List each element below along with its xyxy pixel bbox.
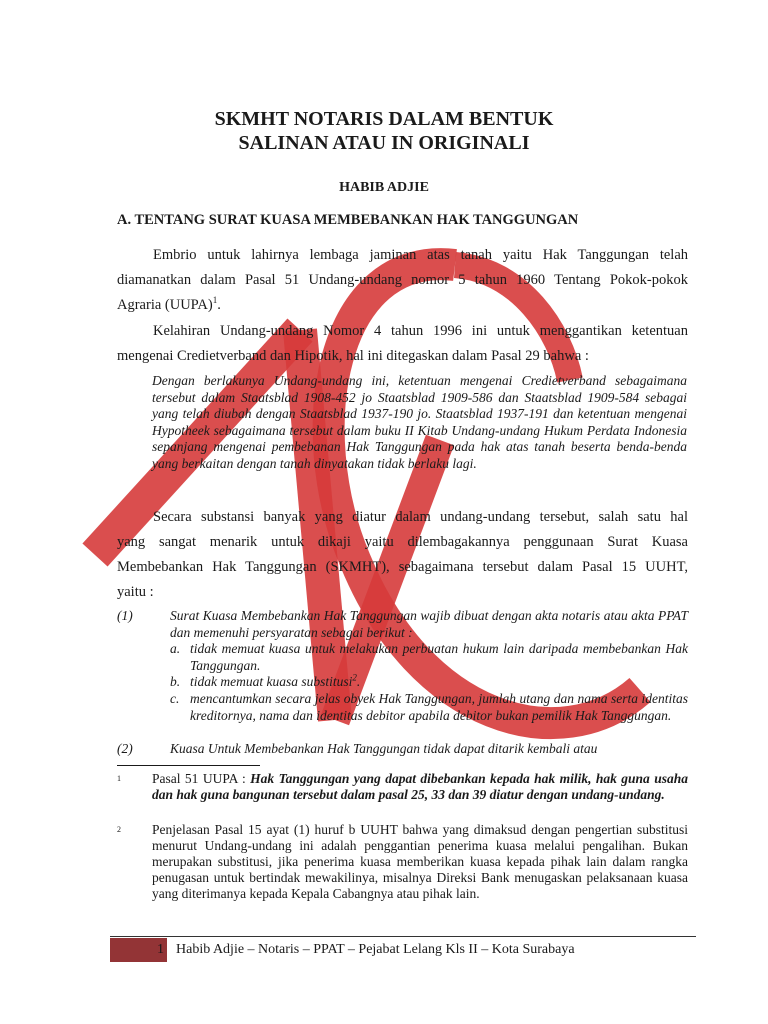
paragraph-3 — [117, 505, 688, 605]
footnote-1-lead: Pasal 51 UUPA : — [152, 771, 251, 786]
paragraph-2-line-2: mengenai Credietverband dan Hipotik, hal ini ditegaskan dalam Pasal 29 bahwa : — [117, 348, 589, 364]
paragraph-1-line-3: Agraria (UUPA) — [117, 297, 213, 313]
sub-item-b-period: . — [356, 674, 361, 689]
list-item-1-text: Surat Kuasa Membebankan Hak Tanggungan wajib dibuat dengan akta notaris atau akta PPAT dan memenuhi persyaratan sebagai berikut : — [170, 608, 688, 640]
list-item-2-number: (2) — [117, 741, 133, 756]
block-quote: Dengan berlakunya Undang-undang ini, ketentuan mengenai Credietverband sebagaimana tersebut dalam Staatsblad 1908-452 jo Staatsblad 1909-586 dan Staatsblad 1909-584 sebagai yang telah diubah dengan Staatsblad 1937-190 jo. Staatsblad 1937-191 dan ketentuan mengenai Hypotheek sebagaimana tersebut dalam buku II Kitab Undang-undang Hukum Perdata Indonesia sepanjang mengenai pembebanan Hak Tanggungan pada hak atas tanah beserta benda-benda yang berkaitan dengan tanah dinyatakan tidak berlaku lagi. — [152, 373, 687, 471]
footer-rule — [110, 936, 696, 937]
paragraph-1-line-2: diamanatkan dalam Pasal 51 Undang-undang nomor 5 tahun 1960 Tentang Pokok-pokok — [117, 272, 688, 288]
list-item-2-text: Kuasa Untuk Membebankan Hak Tanggungan tidak dapat ditarik kembali atau — [170, 741, 598, 756]
paragraph-3-line-3: Membebankan Hak Tanggungan (SKMHT), sebagaimana tersebut dalam Pasal 15 UUHT, — [117, 559, 688, 575]
sub-item-b-letter: b. — [170, 674, 181, 689]
sub-item-c-letter: c. — [170, 691, 180, 706]
paragraph-1 — [117, 243, 688, 318]
footnote-ref-1[interactable]: 1 — [212, 295, 218, 306]
title-line-1: SKMHT NOTARIS DALAM BENTUK — [214, 108, 554, 130]
section-heading: A. TENTANG SURAT KUASA MEMBEBANKAN HAK TANGGUNGAN — [117, 212, 579, 228]
title-line-2: SALINAN ATAU IN ORIGINALI — [238, 132, 530, 154]
author-name: HABIB ADJIE — [339, 180, 429, 195]
footnote-separator — [117, 765, 260, 766]
paragraph-1-line-1: Embrio untuk lahirnya lembaga jaminan atas tanah yaitu Hak Tanggungan telah — [153, 247, 688, 263]
paragraph-1-period: . — [217, 297, 221, 313]
footnote-1 — [117, 771, 688, 819]
footnote-ref-2[interactable]: 2 — [352, 672, 357, 683]
footnote-1-quote: Hak Tanggungan yang dapat dibebankan kepada hak milik, hak guna usaha dan hak guna bangunan tersebut dalam pasal 25, 33 dan 39 diatur dengan undang-undang. — [152, 771, 688, 802]
page-number: 1 — [157, 942, 164, 957]
paragraph-2-line-1: Kelahiran Undang-undang Nomor 4 tahun 1996 ini untuk menggantikan ketentuan — [153, 323, 688, 339]
footnote-1-mark: 1 — [117, 774, 121, 783]
footnote-2 — [117, 822, 688, 922]
sub-item-b — [190, 674, 688, 691]
article-list — [117, 608, 688, 758]
paragraph-3-line-1: Secara substansi banyak yang diatur dalam undang-undang tersebut, salah satu hal — [153, 509, 688, 525]
paragraph-3-line-2: yang sangat menarik untuk dikaji yaitu dilembagakannya penggunaan Surat Kuasa — [117, 534, 688, 550]
footer-text: Habib Adjie – Notaris – PPAT – Pejabat Lelang Kls II – Kota Surabaya — [176, 942, 575, 957]
paragraph-2 — [117, 319, 688, 369]
list-item-1-number: (1) — [117, 608, 133, 623]
paragraph-3-line-4: yaitu : — [117, 584, 154, 600]
footnote-2-mark: 2 — [117, 825, 121, 834]
footnote-1-body — [152, 771, 688, 803]
sub-item-a-text: tidak memuat kuasa untuk melakukan perbuatan hukum lain daripada membebankan Hak Tanggungan. — [190, 641, 688, 673]
sub-item-b-text: tidak memuat kuasa substitusi — [190, 674, 353, 689]
footnote-2-text: Penjelasan Pasal 15 ayat (1) huruf b UUHT bahwa yang dimaksud dengan pengertian substitusi menurut Undang-undang ini adalah penggantian penerima kuasa melalui pengalihan. Bukan merupakan substitusi, jika penerima kuasa memberikan kuasa kepada pihak lain dalam rangka penugasan untuk bertindak mewakilinya, misalnya Direksi Bank menugaskan pelaksanaan kuasa yang diterimanya kepada Kepala Cabangnya atau pihak lain. — [152, 822, 688, 901]
sub-item-a-letter: a. — [170, 641, 181, 656]
sub-item-c-text: mencantumkan secara jelas obyek Hak Tanggungan, jumlah utang dan nama serta identitas kreditornya, nama dan identitas debitor apabila debitor bukan pemilik Hak Tanggungan. — [190, 691, 688, 723]
